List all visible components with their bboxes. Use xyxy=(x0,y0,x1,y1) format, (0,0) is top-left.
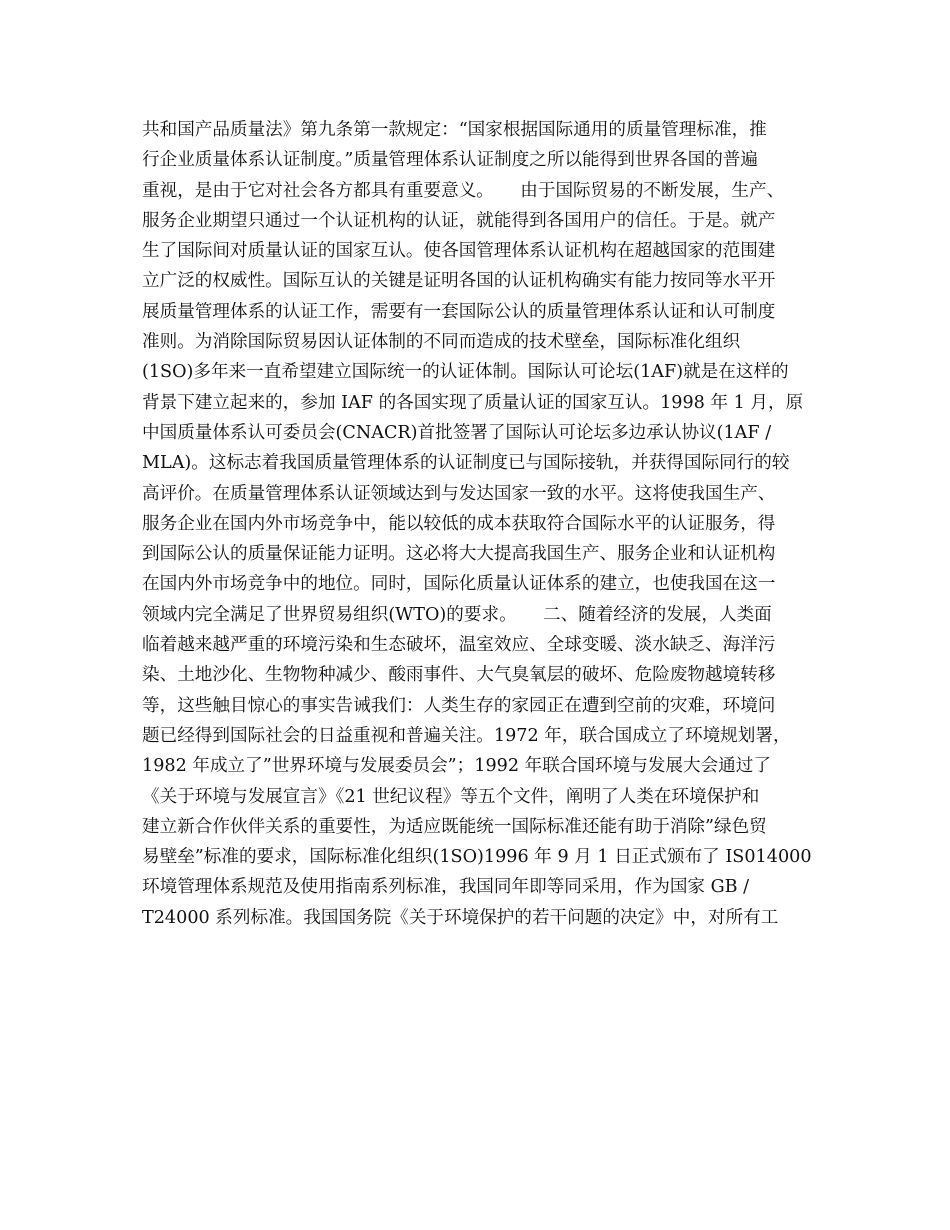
text-line: MLA)。这标志着我国质量管理体系的认证制度已与国际接轨，并获得国际同行的较 xyxy=(142,453,790,474)
text-line: 1982 年成立了”世界环境与发展委员会”；1992 年联合国环境与发展大会通过了 xyxy=(142,756,771,777)
text-line: 《关于环境与发展宣言》《21 世纪议程》等五个文件，阐明了人类在环境保护和 xyxy=(142,786,760,807)
text-line: 立广泛的权威性。国际互认的关键是证明各国的认证机构确实有能力按同等水平开 xyxy=(142,271,776,292)
text-line: 染、土地沙化、生物物种减少、酸雨事件、大气臭氧层的破坏、危险废物越境转移 xyxy=(142,665,776,686)
text-line: 背景下建立起来的，参加 IAF 的各国实现了质量认证的国家互认。1998 年 1 月，原 xyxy=(142,392,804,413)
text-line: 行企业质量体系认证制度。”质量管理体系认证制度之所以能得到世界各国的普遍 xyxy=(142,150,758,171)
text-line: 重视，是由于它对社会各方都具有重要意义。 由于国际贸易的不断发展，生产、 xyxy=(142,180,785,201)
text-line: 在国内外市场竞争中的地位。同时，国际化质量认证体系的建立，也使我国在这一 xyxy=(142,574,776,595)
document-body xyxy=(142,115,812,933)
text-line: 到国际公认的质量保证能力证明。这必将大大提高我国生产、服务企业和认证机构 xyxy=(142,544,776,565)
text-line: 领域内完全满足了世界贸易组织(WTO)的要求。 二、随着经济的发展，人类面 xyxy=(142,604,772,625)
text-line: 等，这些触目惊心的事实告诫我们：人类生存的家园正在遭到空前的灾难，环境问 xyxy=(142,695,776,716)
text-line: 展质量管理体系的认证工作，需要有一套国际公认的质量管理体系认证和认可制度 xyxy=(142,301,776,322)
text-line: 临着越来越严重的环境污染和生态破坏，温室效应、全球变暖、淡水缺乏、海洋污 xyxy=(142,635,776,656)
text-line: T24000 系列标准。我国国务院《关于环境保护的若干问题的决定》中，对所有工 xyxy=(142,907,779,928)
text-line: 题已经得到国际社会的日益重视和普遍关注。1972 年，联合国成立了环境规划署， xyxy=(142,725,791,746)
text-line: (1SO)多年来一直希望建立国际统一的认证体制。国际认可论坛(1AF)就是在这样的 xyxy=(142,362,789,383)
text-line: 高评价。在质量管理体系认证领域达到与发达国家一致的水平。这将使我国生产、 xyxy=(142,483,776,504)
text-line: 服务企业期望只通过一个认证机构的认证，就能得到各国用户的信任。于是。就产 xyxy=(142,210,776,231)
text-line: 准则。为消除国际贸易因认证体制的不同而造成的技术壁垒，国际标准化组织 xyxy=(142,332,741,353)
text-line: 建立新合作伙伴关系的重要性，为适应既能统一国际标准还能有助于消除”绿色贸 xyxy=(142,816,767,837)
text-line: 中国质量体系认可委员会(CNACR)首批签署了国际认可论坛多边承认协议(1AF / xyxy=(142,422,772,443)
text-line: 服务企业在国内外市场竞争中，能以较低的成本获取符合国际水平的认证服务，得 xyxy=(142,513,776,534)
text-line: 共和国产品质量法》第九条第一款规定：“国家根据国际通用的质量管理标准，推 xyxy=(142,120,767,140)
text-line: 环境管理体系规范及使用指南系列标准，我国同年即等同采用，作为国家 GB / xyxy=(142,877,750,898)
text-line: 易壁垒”标准的要求，国际标准化组织(1SO)1996 年 9 月 1 日正式颁布了 IS014000 xyxy=(142,847,812,868)
text-line: 生了国际间对质量认证的国家互认。使各国管理体系认证机构在超越国家的范围建 xyxy=(142,241,776,262)
